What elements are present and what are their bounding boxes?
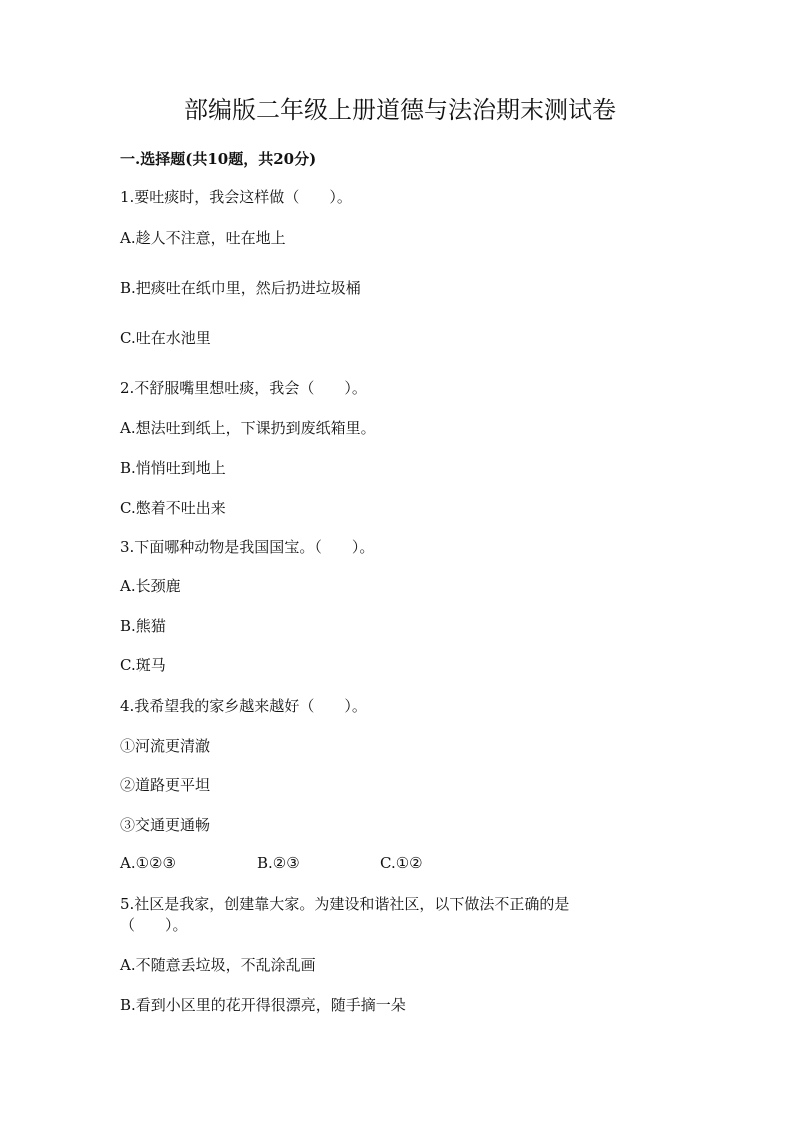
question-4-option-a: A.①②③ — [120, 854, 176, 872]
question-3-stem: 3.下面哪种动物是我国国宝。（ ）。 — [120, 538, 375, 556]
question-1-option-c: C.吐在水池里 — [120, 329, 211, 347]
question-2-option-c: C.憋着不吐出来 — [120, 499, 226, 517]
question-2-stem: 2.不舒服嘴里想吐痰，我会（ ）。 — [120, 379, 367, 397]
section-heading: 一.选择题(共10题，共20分) — [120, 150, 317, 168]
question-1-option-a: A.趁人不注意，吐在地上 — [120, 229, 286, 247]
question-3-option-a: A.长颈鹿 — [120, 577, 181, 595]
question-4-option-c: C.①② — [380, 854, 423, 872]
question-4-statement-2: ②道路更平坦 — [120, 776, 211, 794]
question-3-option-c: C.斑马 — [120, 656, 166, 674]
question-2-option-a: A.想法吐到纸上，下课扔到废纸箱里。 — [120, 419, 376, 437]
question-5-stem: 5.社区是我家，创建靠大家。为建设和谐社区，以下做法不正确的是 — [120, 895, 570, 913]
question-4-stem: 4.我希望我的家乡越来越好（ ）。 — [120, 697, 367, 715]
question-1-option-b: B.把痰吐在纸巾里，然后扔进垃圾桶 — [120, 279, 361, 297]
question-4-statement-1: ①河流更清澈 — [120, 737, 211, 755]
question-5-option-a: A.不随意丢垃圾，不乱涂乱画 — [120, 956, 316, 974]
question-1-stem: 1.要吐痰时，我会这样做（ ）。 — [120, 188, 352, 206]
question-4-option-b: B.②③ — [257, 854, 300, 872]
page-title: 部编版二年级上册道德与法治期末测试卷 — [184, 96, 616, 124]
question-5-option-b: B.看到小区里的花开得很漂亮，随手摘一朵 — [120, 996, 406, 1014]
question-2-option-b: B.悄悄吐到地上 — [120, 459, 226, 477]
question-3-option-b: B.熊猫 — [120, 617, 166, 635]
question-5-stem-continued: （ ）。 — [120, 916, 188, 934]
question-4-statement-3: ③交通更通畅 — [120, 816, 211, 834]
